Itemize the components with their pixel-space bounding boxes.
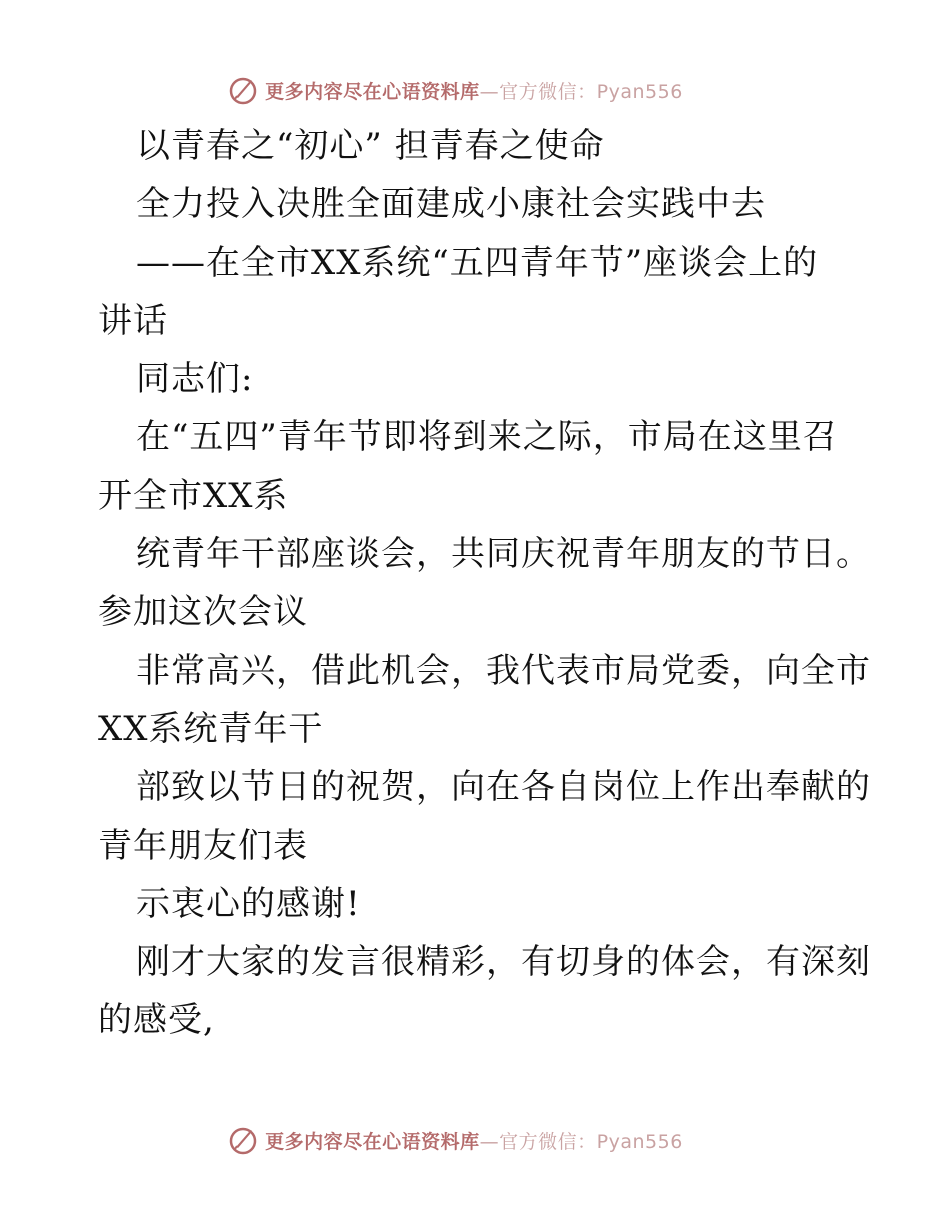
quill-logo-icon (227, 1124, 259, 1156)
footer-brand-text: 更多内容尽在心语资料库 (265, 1130, 480, 1153)
footer-banner-text (265, 1127, 683, 1154)
document-line: 开全市XX系 (98, 475, 289, 516)
document-line: ——在全市XX系统“五四青年节”座谈会上的 (136, 242, 819, 283)
document-body (98, 117, 871, 1050)
document-line: 在“五四”青年节即将到来之际，市局在这里召 (136, 417, 838, 458)
document-line: 同志们: (136, 359, 254, 400)
document-line: 统青年干部座谈会，共同庆祝青年朋友的节日。 (136, 534, 871, 575)
document-line: 全力投入决胜全面建成小康社会实践中去 (136, 184, 766, 225)
footer-banner (0, 1120, 950, 1160)
document-line: 刚才大家的发言很精彩，有切身的体会，有深刻 (136, 942, 871, 983)
document-line: 部致以节日的祝贺，向在各自岗位上作出奉献的 (136, 767, 871, 808)
document-line: 以青春之“初心” 担青春之使命 (136, 126, 605, 166)
footer-wechat-text: 官方微信：Pyan556 (499, 1130, 683, 1153)
header-separator: — (479, 80, 500, 103)
document-line: 示衷心的感谢! (136, 883, 361, 924)
document-line: 参加这次会议 (98, 592, 308, 633)
document-line: 非常高兴，借此机会，我代表市局党委，向全市 (136, 650, 871, 691)
document-line: 青年朋友们表 (98, 825, 308, 866)
footer-separator: — (479, 1130, 500, 1153)
document-line: XX系统青年干 (98, 708, 324, 749)
document-line: 的感受, (98, 1000, 215, 1041)
header-wechat-text: 官方微信：Pyan556 (499, 80, 683, 103)
header-banner-text (265, 77, 683, 104)
header-brand-text: 更多内容尽在心语资料库 (265, 80, 480, 103)
header-banner (0, 70, 950, 110)
document-line: 讲话 (98, 300, 168, 341)
quill-logo-icon (227, 74, 259, 106)
